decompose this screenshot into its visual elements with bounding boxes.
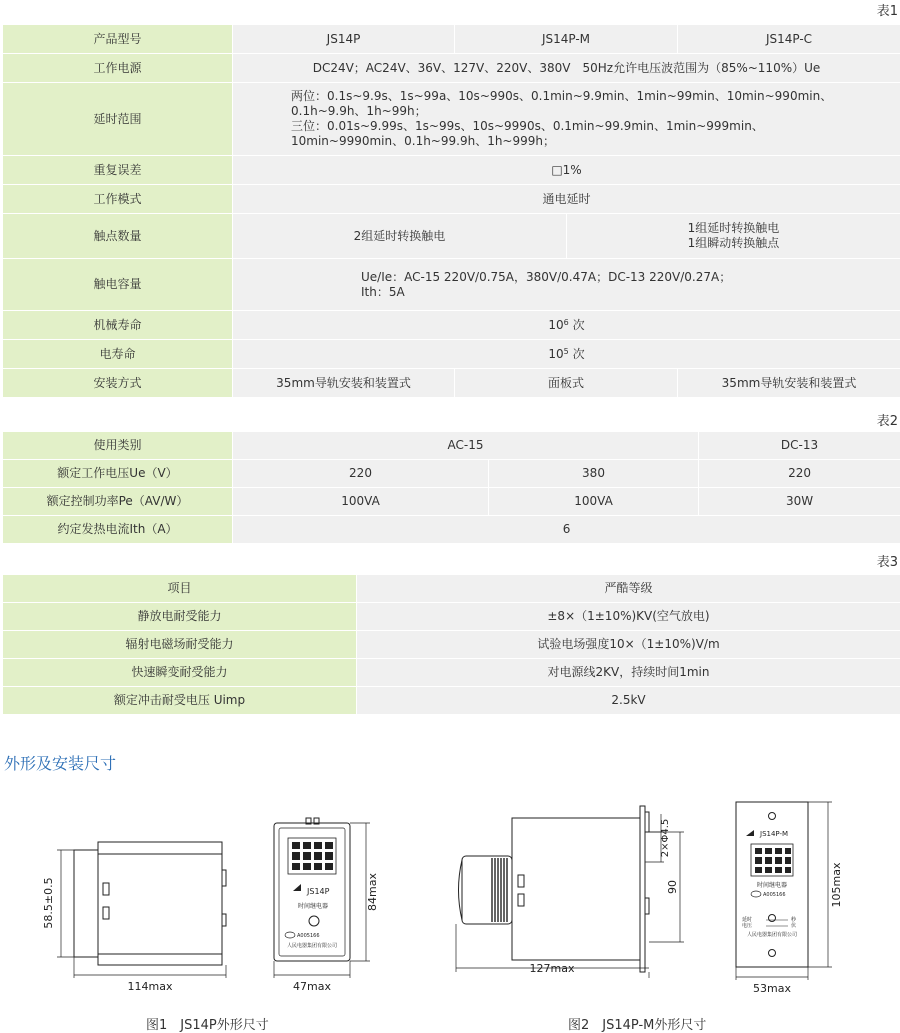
fig2-indicator-lamp (769, 915, 776, 922)
fig2-knob-tip (459, 860, 463, 920)
table1-caption: 表1 (877, 0, 898, 19)
cert-mark-icon (285, 932, 295, 938)
header-label: 项目 (3, 575, 357, 603)
cell-value: JS14P-M (455, 25, 678, 54)
fig1-base-part (74, 850, 98, 957)
table-row (3, 340, 900, 369)
row-label: 额定冲击耐受电压 Uimp (3, 687, 357, 715)
table-row (3, 603, 900, 631)
fig1-clip (222, 914, 226, 926)
row-label: 产品型号 (3, 25, 233, 54)
fig1-thumbwheels (292, 842, 333, 870)
fig2-dim-height: 105max (830, 862, 843, 907)
fig1-label-company: 人民电器集团有限公司 (287, 942, 337, 949)
cell-value: 通电延时 (233, 185, 900, 214)
fig2-body (512, 818, 640, 960)
fig2-panel (640, 806, 645, 972)
cell-value: 6 (233, 516, 900, 544)
table-row (3, 185, 900, 214)
fig1-dim-width: 47max (293, 980, 331, 993)
cell-value: 对电源线2KV，持续时间1min (357, 659, 900, 687)
cell-value: 35mm导轨安装和装置式 (233, 369, 455, 398)
table2-caption: 表2 (877, 410, 898, 429)
section-title: 外形及安装尺寸 (4, 751, 116, 774)
table-row (3, 516, 900, 544)
table-row (3, 259, 900, 311)
fig2-dim-length: 127max (530, 962, 575, 975)
delay-line: 0.1h~9.9h、1h~99h； (291, 104, 894, 119)
table-row (3, 54, 900, 83)
row-label: 快速瞬变耐受能力 (3, 659, 357, 687)
life-base: 10 (548, 318, 563, 332)
life-unit: 次 (573, 347, 585, 361)
brand-logo (746, 830, 754, 836)
cell-value: □1% (233, 156, 900, 185)
table-row (3, 156, 900, 185)
row-label: 使用类别 (3, 432, 233, 460)
life-unit: 次 (573, 318, 585, 332)
fig2-caption: 图2 JS14P-M外形尺寸 (568, 1014, 706, 1033)
cell-value: 35mm导轨安装和装置式 (678, 369, 900, 398)
header-value: 严酷等级 (357, 575, 900, 603)
cell-value: 30W (699, 488, 900, 516)
cell-value (567, 214, 900, 259)
cell-value: DC24V；AC24V、36V、127V、220V、380V 50Hz允许电压波范围为（85%~110%）Ue (233, 54, 900, 83)
capacity-line: Ith：5A (361, 285, 894, 300)
cell-value: 面板式 (455, 369, 678, 398)
table1-spec-table (2, 24, 900, 398)
fig2-label-cert: A005166 (763, 892, 786, 898)
table-row (3, 575, 900, 603)
cell-value (233, 83, 900, 156)
cell-value: JS14P (233, 25, 455, 54)
fig1-front-view (274, 818, 370, 978)
life-base: 10 (548, 347, 563, 361)
delay-line: 三位：0.01s~9.99s、1s~99s、10s~9990s、0.1min~99.9min、1min~999min、 (291, 119, 894, 134)
table-row (3, 25, 900, 54)
table-row (3, 83, 900, 156)
fig2-mount-hole (769, 950, 776, 957)
fig2-knob-grip (492, 858, 507, 922)
cell-value: 试验电场强度10×（1±10%)V/m (357, 631, 900, 659)
fig2-label-voltage: 电压 (742, 922, 752, 929)
table3-emc-table (2, 574, 900, 715)
cell-value (233, 259, 900, 311)
cell-value: DC-13 (699, 432, 900, 460)
fig1-label-name: 时间继电器 (298, 902, 328, 910)
fig2-dim-width: 53max (753, 982, 791, 995)
contact-line: 1组延时转换触电 (573, 221, 894, 236)
fig1-body (98, 842, 222, 965)
fig1-dim-height: 58.5±0.5 (42, 877, 55, 928)
row-label: 触点数量 (3, 214, 233, 259)
delay-line: 两位：0.1s~9.9s、1s~99a、10s~990s、0.1min~9.9min、1min~99min、10min~990min、 (291, 89, 894, 104)
fig1-slot (103, 883, 109, 895)
fig2-dim-panel: 90 (666, 880, 679, 894)
row-label: 安装方式 (3, 369, 233, 398)
table-row (3, 369, 900, 398)
fig2-label-sec: 秒 (791, 916, 797, 923)
cell-value (233, 311, 900, 340)
row-label: 机械寿命 (3, 311, 233, 340)
table-row (3, 631, 900, 659)
life-exponent: 5 (564, 347, 569, 356)
fig1-dim-front-height: 84max (366, 873, 379, 911)
dimension-drawings (0, 790, 900, 1005)
fig2-label-name: 时间继电器 (757, 881, 787, 889)
cell-value: 2.5kV (357, 687, 900, 715)
capacity-line: Ue/Ie：AC-15 220V/0.75A，380V/0.47A；DC-13 220V/0.27A； (361, 270, 894, 285)
table-row (3, 659, 900, 687)
table3-caption: 表3 (877, 551, 898, 570)
fig1-dim-length: 114max (128, 980, 173, 993)
table-row (3, 432, 900, 460)
fig1-side-view (57, 842, 226, 978)
fig1-caption: 图1 JS14P外形尺寸 (146, 1014, 269, 1033)
fig2-side-view (456, 806, 684, 978)
fig1-indicator-lamp (309, 916, 319, 926)
contact-line: 1组瞬动转换触点 (573, 236, 894, 251)
row-label: 额定控制功率Pe（AV/W） (3, 488, 233, 516)
cell-value: ±8×（1±10%)KV(空气放电) (357, 603, 900, 631)
cell-value: 220 (699, 460, 900, 488)
fig2-thumbwheels (755, 848, 791, 873)
life-exponent: 6 (564, 318, 569, 327)
table-row (3, 311, 900, 340)
fig2-slot (518, 894, 524, 906)
brand-logo (293, 884, 301, 891)
cell-value: 380 (489, 460, 699, 488)
fig2-bracket (645, 812, 649, 832)
fig2-label-company: 人民电器集团有限公司 (747, 931, 797, 938)
row-label: 静放电耐受能力 (3, 603, 357, 631)
row-label: 额定工作电压Ue（V） (3, 460, 233, 488)
fig1-slot (103, 907, 109, 919)
fig2-slot (518, 875, 524, 887)
cell-value: 100VA (233, 488, 489, 516)
fig1-label-cert: A005166 (297, 933, 320, 939)
table2-rating-table (2, 431, 900, 544)
row-label: 工作模式 (3, 185, 233, 214)
row-label: 触电容量 (3, 259, 233, 311)
fig2-mount-hole (769, 813, 776, 820)
cell-value: 100VA (489, 488, 699, 516)
table-row (3, 460, 900, 488)
row-label: 电寿命 (3, 340, 233, 369)
fig2-label-model: JS14P-M (759, 830, 788, 838)
row-label: 约定发热电流Ith（A） (3, 516, 233, 544)
cell-value: AC-15 (233, 432, 699, 460)
table-row (3, 214, 900, 259)
cert-mark-icon (751, 891, 761, 897)
row-label: 工作电源 (3, 54, 233, 83)
cell-value: 220 (233, 460, 489, 488)
fig2-bracket (645, 898, 649, 914)
fig2-front-view (736, 802, 832, 980)
row-label: 延时范围 (3, 83, 233, 156)
table-row (3, 488, 900, 516)
cell-value (233, 340, 900, 369)
fig2-label-volt-unit: 伏 (791, 922, 796, 929)
table-row (3, 687, 900, 715)
row-label: 重复误差 (3, 156, 233, 185)
fig1-clip (222, 870, 226, 886)
delay-line: 10min~9990min、0.1h~99.9h、1h~999h； (291, 134, 894, 149)
fig2-label-delay: 延时 (742, 916, 752, 923)
fig2-dim-holes: 2×Φ4.5 (660, 819, 671, 858)
fig1-label-model: JS14P (306, 887, 330, 896)
cell-value: JS14P-C (678, 25, 900, 54)
cell-value: 2组延时转换触电 (233, 214, 567, 259)
row-label: 辐射电磁场耐受能力 (3, 631, 357, 659)
